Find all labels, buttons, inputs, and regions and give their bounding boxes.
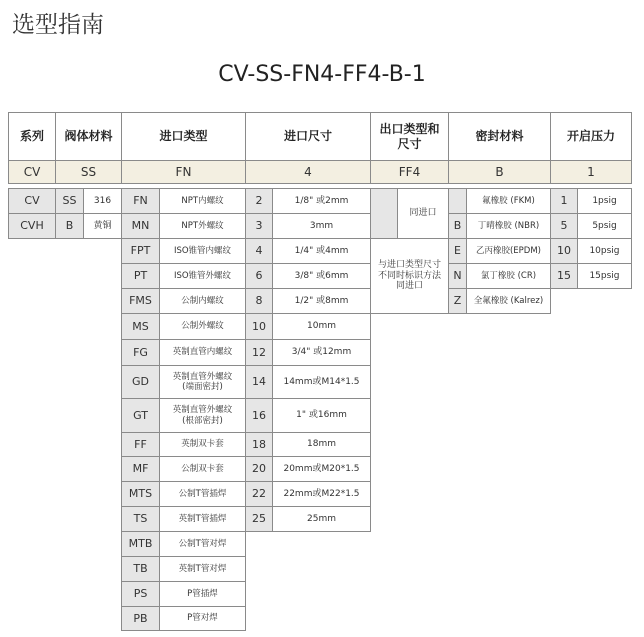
outlet-code-cell <box>370 188 398 239</box>
inlet-type-code: MTS <box>121 481 160 507</box>
inlet-type-desc: 公制T管对焊 <box>159 531 246 557</box>
body-material: 黄铜 <box>83 213 122 239</box>
inlet-type-code: GT <box>121 398 160 433</box>
seal-desc: 全氟橡胶 (Kalrez) <box>466 288 551 314</box>
inlet-type-desc: 公制T管插焊 <box>159 481 246 507</box>
selected-outlet: FF4 <box>370 160 449 184</box>
crack-code: 1 <box>550 188 578 214</box>
seal-desc: 乙丙橡胶(EPDM) <box>466 238 551 264</box>
seal-code <box>448 188 467 214</box>
header-outlet: 出口类型和尺寸 <box>370 112 449 161</box>
body-code: B <box>55 213 84 239</box>
inlet-type-code: PT <box>121 263 160 289</box>
inlet-type-desc: P管对焊 <box>159 606 246 631</box>
inlet-type-code: MN <box>121 213 160 239</box>
seal-code: E <box>448 238 467 264</box>
seal-desc: 氯丁橡胶 (CR) <box>466 263 551 289</box>
inlet-size-desc: 1/8" 或2mm <box>272 188 371 214</box>
inlet-type-desc: ISO锥管内螺纹 <box>159 238 246 264</box>
inlet-type-code: GD <box>121 365 160 399</box>
selected-inlet-size: 4 <box>245 160 371 184</box>
selected-series: CV <box>8 160 56 184</box>
inlet-type-code: TB <box>121 556 160 582</box>
header-body-material: 阀体材料 <box>55 112 122 161</box>
crack-desc: 1psig <box>577 188 632 214</box>
model-code: CV-SS-FN4-FF4-B-1 <box>218 62 426 87</box>
seal-desc: 氟橡胶 (FKM) <box>466 188 551 214</box>
inlet-type-desc: 英制双卡套 <box>159 432 246 457</box>
inlet-size-code: 3 <box>245 213 273 239</box>
header-series: 系列 <box>8 112 56 161</box>
inlet-size-code: 14 <box>245 365 273 399</box>
selected-crack: 1 <box>550 160 632 184</box>
inlet-size-code: 8 <box>245 288 273 314</box>
inlet-size-desc: 1/4" 或4mm <box>272 238 371 264</box>
crack-desc: 10psig <box>577 238 632 264</box>
inlet-type-desc <box>159 398 246 433</box>
seal-code: N <box>448 263 467 289</box>
inlet-type-desc: NPT内螺纹 <box>159 188 246 214</box>
inlet-size-desc: 3mm <box>272 213 371 239</box>
inlet-type-desc: 公制内螺纹 <box>159 288 246 314</box>
header-seal-material: 密封材料 <box>448 112 551 161</box>
inlet-type-code: FF <box>121 432 160 457</box>
inlet-type-desc: P管插焊 <box>159 581 246 607</box>
page-title: 选型指南 <box>12 12 104 38</box>
inlet-size-code: 10 <box>245 313 273 340</box>
inlet-type-code: MS <box>121 313 160 340</box>
inlet-size-desc: 3/8" 或6mm <box>272 263 371 289</box>
inlet-type-desc-line2: (根部密封) <box>182 415 223 426</box>
outlet-same-as-inlet: 同进口 <box>397 188 449 239</box>
inlet-size-code: 2 <box>245 188 273 214</box>
inlet-size-code: 4 <box>245 238 273 264</box>
inlet-size-code: 25 <box>245 506 273 532</box>
inlet-size-code: 22 <box>245 481 273 507</box>
inlet-type-desc: 英制T管插焊 <box>159 506 246 532</box>
inlet-size-desc: 10mm <box>272 313 371 340</box>
inlet-size-code: 18 <box>245 432 273 457</box>
crack-code: 5 <box>550 213 578 239</box>
inlet-type-desc-line1: 英制直管外螺纹 <box>172 405 233 416</box>
inlet-size-desc: 1/2" 或8mm <box>272 288 371 314</box>
inlet-size-desc: 1" 或16mm <box>272 398 371 433</box>
inlet-type-desc: 英制直管内螺纹 <box>159 339 246 366</box>
seal-desc: 丁晴橡胶 (NBR) <box>466 213 551 239</box>
inlet-type-code: PS <box>121 581 160 607</box>
crack-desc: 15psig <box>577 263 632 289</box>
header-crack-pressure: 开启压力 <box>550 112 632 161</box>
inlet-type-desc: NPT外螺纹 <box>159 213 246 239</box>
inlet-type-desc-line1: 英制直管外螺纹 <box>172 371 233 382</box>
inlet-size-code: 16 <box>245 398 273 433</box>
inlet-size-code: 20 <box>245 456 273 482</box>
series-code: CV <box>8 188 56 214</box>
seal-code: Z <box>448 288 467 314</box>
body-material: 316 <box>83 188 122 214</box>
header-inlet-size: 进口尺寸 <box>245 112 371 161</box>
selected-inlet-type: FN <box>121 160 246 184</box>
selected-seal: B <box>448 160 551 184</box>
inlet-type-desc: 公制外螺纹 <box>159 313 246 340</box>
selected-body: SS <box>55 160 122 184</box>
inlet-type-code: TS <box>121 506 160 532</box>
outlet-note: 与进口类型尺寸不同时标识方法同进口 <box>370 238 449 314</box>
inlet-size-desc: 14mm或M14*1.5 <box>272 365 371 399</box>
crack-desc: 5psig <box>577 213 632 239</box>
crack-code: 10 <box>550 238 578 264</box>
inlet-size-desc: 22mm或M22*1.5 <box>272 481 371 507</box>
inlet-type-code: PB <box>121 606 160 631</box>
inlet-size-desc: 20mm或M20*1.5 <box>272 456 371 482</box>
inlet-type-desc-line2: (端面密封) <box>182 382 223 392</box>
inlet-size-desc: 25mm <box>272 506 371 532</box>
inlet-type-code: FG <box>121 339 160 366</box>
inlet-type-desc: 英制T管对焊 <box>159 556 246 582</box>
crack-code: 15 <box>550 263 578 289</box>
inlet-size-code: 6 <box>245 263 273 289</box>
series-code: CVH <box>8 213 56 239</box>
inlet-size-desc: 3/4" 或12mm <box>272 339 371 366</box>
inlet-type-desc: 公制双卡套 <box>159 456 246 482</box>
inlet-type-code: MTB <box>121 531 160 557</box>
body-code: SS <box>55 188 84 214</box>
inlet-type-code: MF <box>121 456 160 482</box>
inlet-type-code: FMS <box>121 288 160 314</box>
inlet-type-code: FN <box>121 188 160 214</box>
inlet-size-desc: 18mm <box>272 432 371 457</box>
inlet-size-code: 12 <box>245 339 273 366</box>
inlet-type-desc: ISO锥管外螺纹 <box>159 263 246 289</box>
seal-code: B <box>448 213 467 239</box>
inlet-type-desc <box>159 365 246 399</box>
header-inlet-type: 进口类型 <box>121 112 246 161</box>
inlet-type-code: FPT <box>121 238 160 264</box>
